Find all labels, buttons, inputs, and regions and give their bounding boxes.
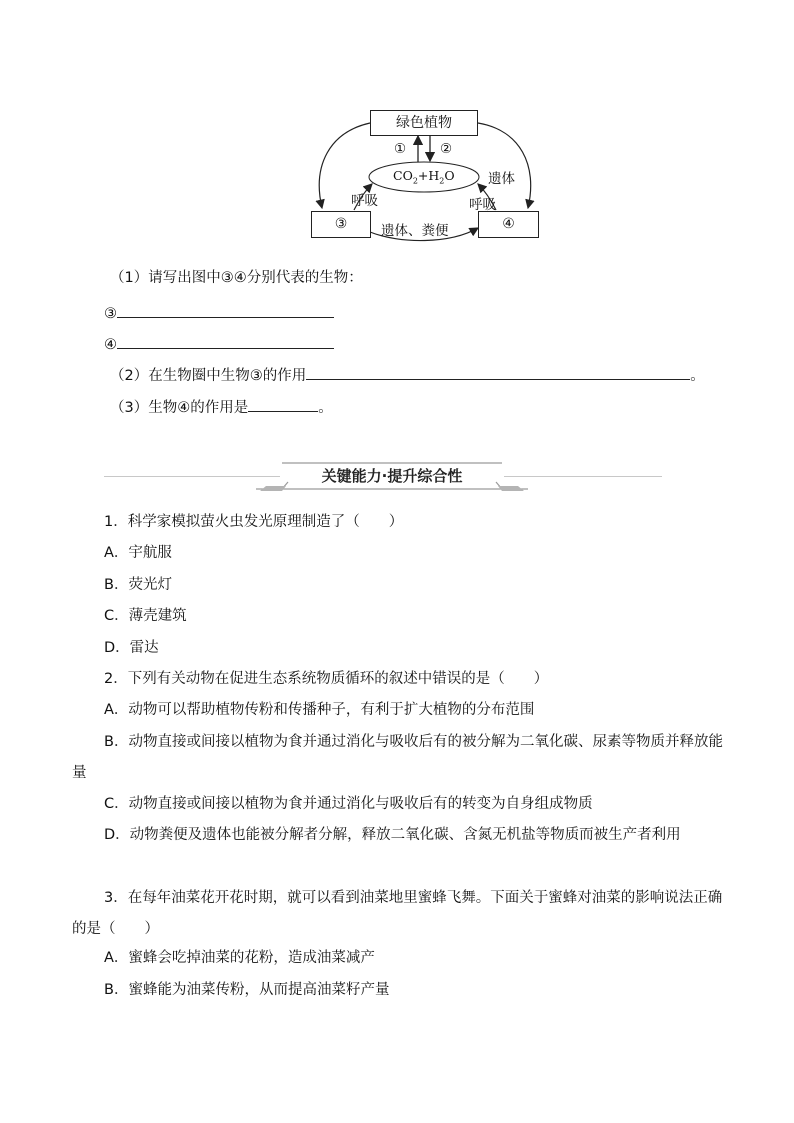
blank-4[interactable] [117, 332, 334, 349]
remains-feces-label: 遗体、粪便 [381, 223, 449, 239]
blank-q3[interactable] [248, 395, 318, 412]
question-1-stem: 1．科学家模拟萤火虫发光原理制造了（ ） [104, 514, 404, 530]
organism-3-box: ③ [311, 211, 371, 238]
answer-line-4: ④ [104, 332, 334, 355]
question-2-option-d[interactable]: D．动物粪便及遗体也能被分解者分解，释放二氧化碳、含氮无机盐等物质而被生产者利用 [104, 827, 681, 843]
green-plant-box [370, 110, 478, 136]
fill-question-3: （3）生物④的作用是 。 [110, 395, 333, 418]
label-1: ① [394, 141, 407, 157]
answer-line-3: ③ [104, 301, 334, 324]
fill-question-1: （1）请写出图中③④分别代表的生物： [110, 270, 363, 286]
question-3-option-a[interactable]: A．蜜蜂会吃掉油菜的花粉，造成油菜减产 [104, 950, 375, 966]
label-2: ② [440, 141, 453, 157]
co2-h2o-label: $CO_2+H_2O$ [393, 168, 455, 186]
question-3-option-b[interactable]: B．蜜蜂能为油菜传粉，从而提高油菜籽产量 [104, 982, 390, 998]
question-2-stem: 2．下列有关动物在促进生态系统物质循环的叙述中错误的是（ ） [104, 671, 549, 687]
question-2-option-a[interactable]: A．动物可以帮助植物传粉和传播种子，有利于扩大植物的分布范围 [104, 702, 535, 718]
question-3-stem: 3．在每年油菜花开花时期，就可以看到油菜地里蜜蜂飞舞。下面关于蜜蜂对油菜的影响说法正确的是（ ） [72, 890, 723, 937]
question-1-option-a[interactable]: A．宇航服 [104, 545, 172, 561]
respiration-right-label: 呼吸 [469, 197, 496, 213]
blank-q2[interactable] [306, 363, 690, 380]
question-1-option-d[interactable]: D．雷达 [104, 640, 159, 656]
fill-question-2: （2）在生物圈中生物③的作用 。 [110, 363, 705, 386]
question-2-option-c[interactable]: C．动物直接或间接以植物为食并通过消化与吸收后有的转变为自身组成物质 [104, 796, 593, 812]
question-1-option-c[interactable]: C．薄壳建筑 [104, 608, 187, 624]
blank-3[interactable] [117, 301, 334, 318]
remains-right-label: 遗体 [488, 171, 515, 187]
question-1-option-b[interactable]: B．荧光灯 [104, 577, 172, 593]
section-title: 关键能力·提升综合性 [321, 467, 463, 485]
organism-4-box: ④ [478, 211, 539, 238]
question-2-option-b[interactable]: B．动物直接或间接以植物为食并通过消化与吸收后有的被分解为二氧化碳、尿素等物质并释放能量 [72, 734, 723, 781]
respiration-left-label: 呼吸 [351, 193, 378, 209]
green-plant-label: 绿色植物 [396, 115, 452, 131]
